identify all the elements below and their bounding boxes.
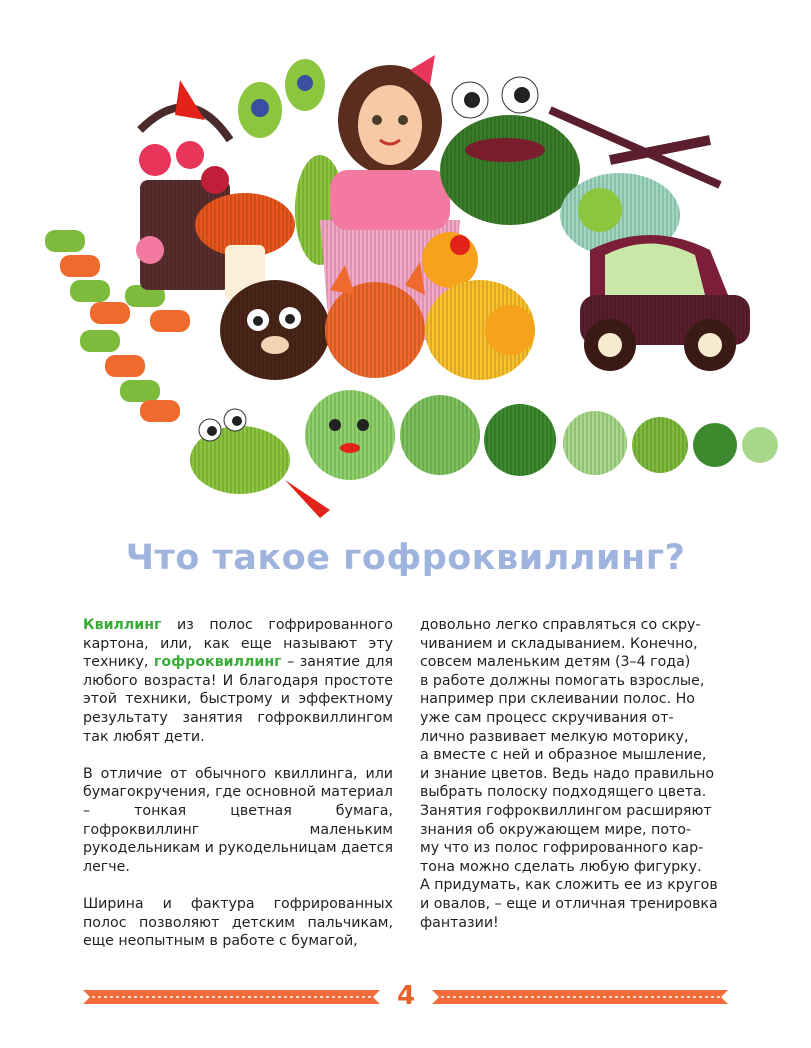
- text-line: фантазии!: [420, 914, 499, 931]
- chick-figure: [422, 232, 535, 380]
- text-line: лично развивает мелкую моторику,: [420, 728, 689, 745]
- text-line: Занятия гофроквиллингом расширяют: [420, 802, 712, 819]
- frog-figure: [440, 77, 580, 225]
- text-line: а вместе с ней и образное мышление,: [420, 747, 707, 764]
- text-line: му что из полос гофрированного кар-: [420, 840, 704, 857]
- paragraph-1-text-a: из полос гофрированного картона, или, как еще называют эту технику,: [83, 617, 393, 671]
- text-line: и овалов, – еще и отличная тренировка: [420, 895, 718, 912]
- left-ribbon: [83, 990, 380, 1004]
- paragraph-2: В отличие от обычного квиллинга, или бумагокручения, где основной материал – тонкая цветная бумага, гофроквиллинг маленьким рукодельникам и рукодельницам дается легче.: [83, 765, 393, 875]
- text-line: чиванием и складыванием. Конечно,: [420, 635, 698, 652]
- flower-basket: [136, 80, 230, 290]
- quilling-toys-illustration: [30, 40, 790, 530]
- text-line: уже сам процесс скручивания от-: [420, 709, 674, 726]
- paragraph-1-text-b: – занятие для любого возраста! И благодаря простоте этой техники, быстрому и эффектному результату занятия гофроквиллингом так любят дети.: [83, 654, 393, 745]
- text-line: довольно легко справляться со скру-: [420, 617, 701, 633]
- page-title: Что такое гофроквиллинг?: [125, 538, 686, 578]
- term-quilling: Квиллинг: [83, 617, 162, 633]
- text-line: А придумать, как сложить ее из кругов: [420, 877, 718, 894]
- paragraph-3: Ширина и фактура гофрированных полос позволяют детским пальчикам, еще неопытным в работе с бумагой,: [83, 895, 393, 950]
- term-gofroquilling: гофроквиллинг: [153, 654, 282, 671]
- right-ribbon: [432, 990, 728, 1004]
- right-column: [420, 616, 732, 932]
- page-number: 4: [396, 981, 416, 1011]
- text-line: выбрать полоску подходящего цвета.: [420, 784, 707, 801]
- text-line: тона можно сделать любую фигурку.: [420, 858, 702, 875]
- car-figure: [580, 235, 750, 371]
- text-line: знания об окружающем мире, пото-: [420, 821, 692, 838]
- text-line: в работе должны помогать взрослые,: [420, 672, 705, 689]
- text-line: совсем маленьким детям (3–4 года): [420, 654, 691, 671]
- dark-kitten-figure: [220, 280, 330, 380]
- caterpillar-figure: [305, 390, 778, 480]
- text-line: и знание цветов. Ведь надо правильно: [420, 765, 715, 782]
- text-line: например при склеивании полос. Но: [420, 691, 695, 708]
- left-column: [83, 616, 393, 969]
- paragraph-1: [83, 616, 393, 746]
